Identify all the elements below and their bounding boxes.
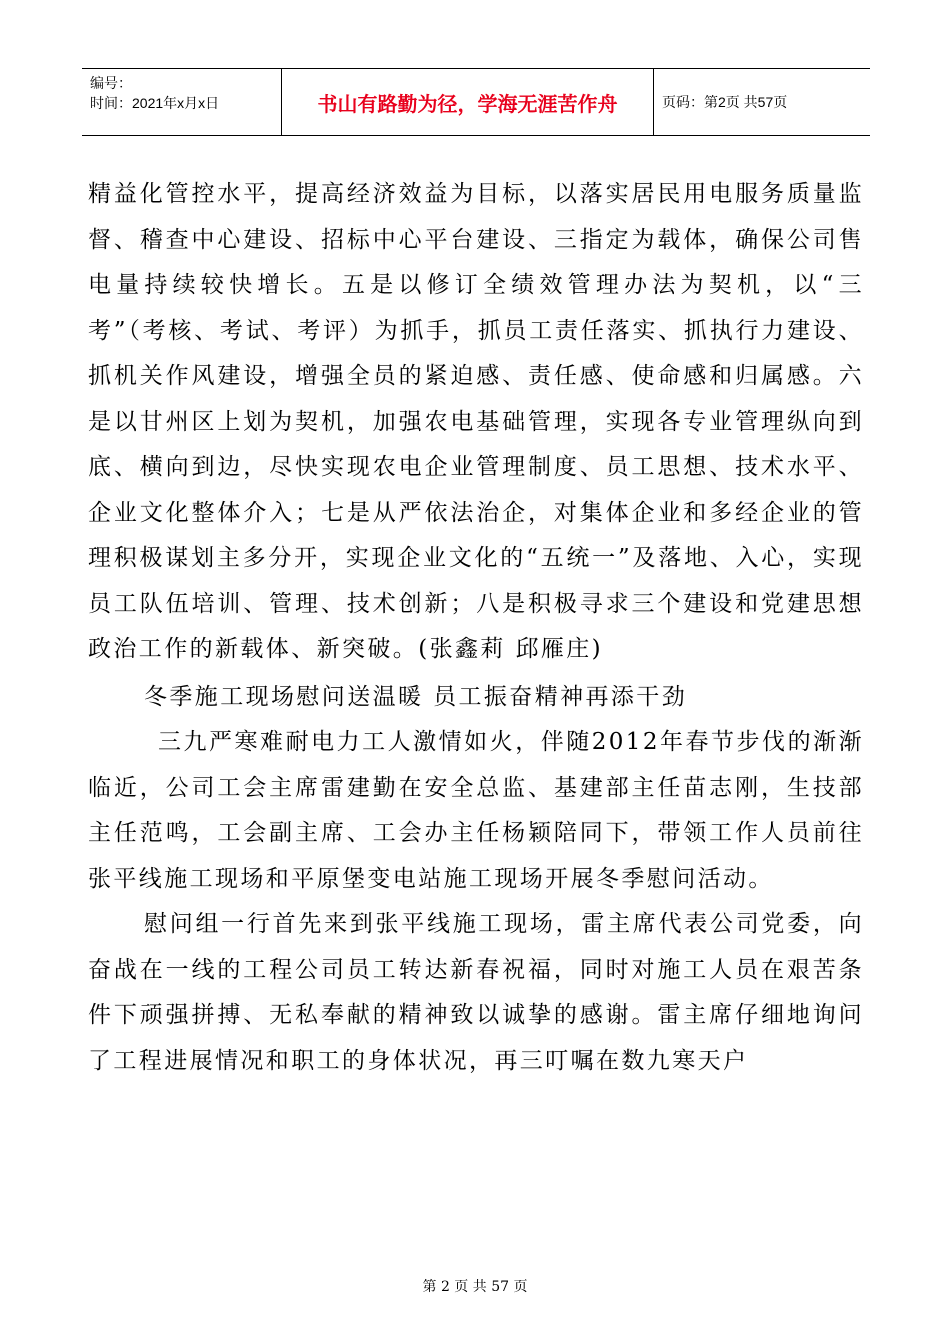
page-header [82, 68, 870, 136]
document-time-label: 时间：2021年x月x日 [90, 95, 220, 111]
document-body [88, 172, 864, 1084]
page-footer: 第 2 页 共 57 页 [422, 1279, 528, 1295]
article-title: 冬季施工现场慰问送温暖 员工振奋精神再添干劲 [144, 683, 688, 710]
document-number-label: 编号： [90, 75, 132, 91]
body-paragraph: 三九严寒难耐电力工人激情如火，伴随2012年春节步伐的渐渐临近，公司工会主席雷建勤在安全总监、基建部主任苗志刚，生技部主任范鸣，工会副主席、工会办主任杨颖陪同下，带领工作人员前往张平线施工现场和平原堡变电站施工现场开展冬季慰问活动。 [88, 729, 864, 892]
body-paragraph: 精益化管控水平，提高经济效益为目标，以落实居民用电服务质量监督、稽查中心建设、招标中心平台建设、三指定为载体，确保公司售电量持续较快增长。五是以修订全绩效管理办法为契机，以“三考”（考核、考试、考评）为抓手，抓员工责任落实、抓执行力建设、抓机关作风建设，增强全员的紧迫感、责任感、使命感和归属感。六是以甘州区上划为契机，加强农电基础管理，实现各专业管理纵向到底、横向到边，尽快实现农电企业管理制度、员工思想、技术水平、企业文化整体介入；七是从严依法治企，对集体企业和多经企业的管理积极谋划主多分开，实现企业文化的“五统一”及落地、入心，实现员工队伍培训、管理、技术创新；八是积极寻求三个建设和党建思想政治工作的新载体、新突破。(张鑫莉 邱雁庄) [88, 181, 864, 662]
header-meta [82, 69, 282, 135]
header-motto: 书山有路勤为径，学海无涯苦作舟 [282, 69, 654, 135]
body-paragraph: 慰问组一行首先来到张平线施工现场，雷主席代表公司党委，向奋战在一线的工程公司员工转达新春祝福，同时对施工人员在艰苦条件下顽强拼搏、无私奉献的精神致以诚挚的感谢。雷主席仔细地询问了工程进展情况和职工的身体状况，再三叮嘱在数九寒天户 [88, 911, 864, 1074]
header-page-info: 页码：第2页 共57页 [662, 94, 788, 110]
